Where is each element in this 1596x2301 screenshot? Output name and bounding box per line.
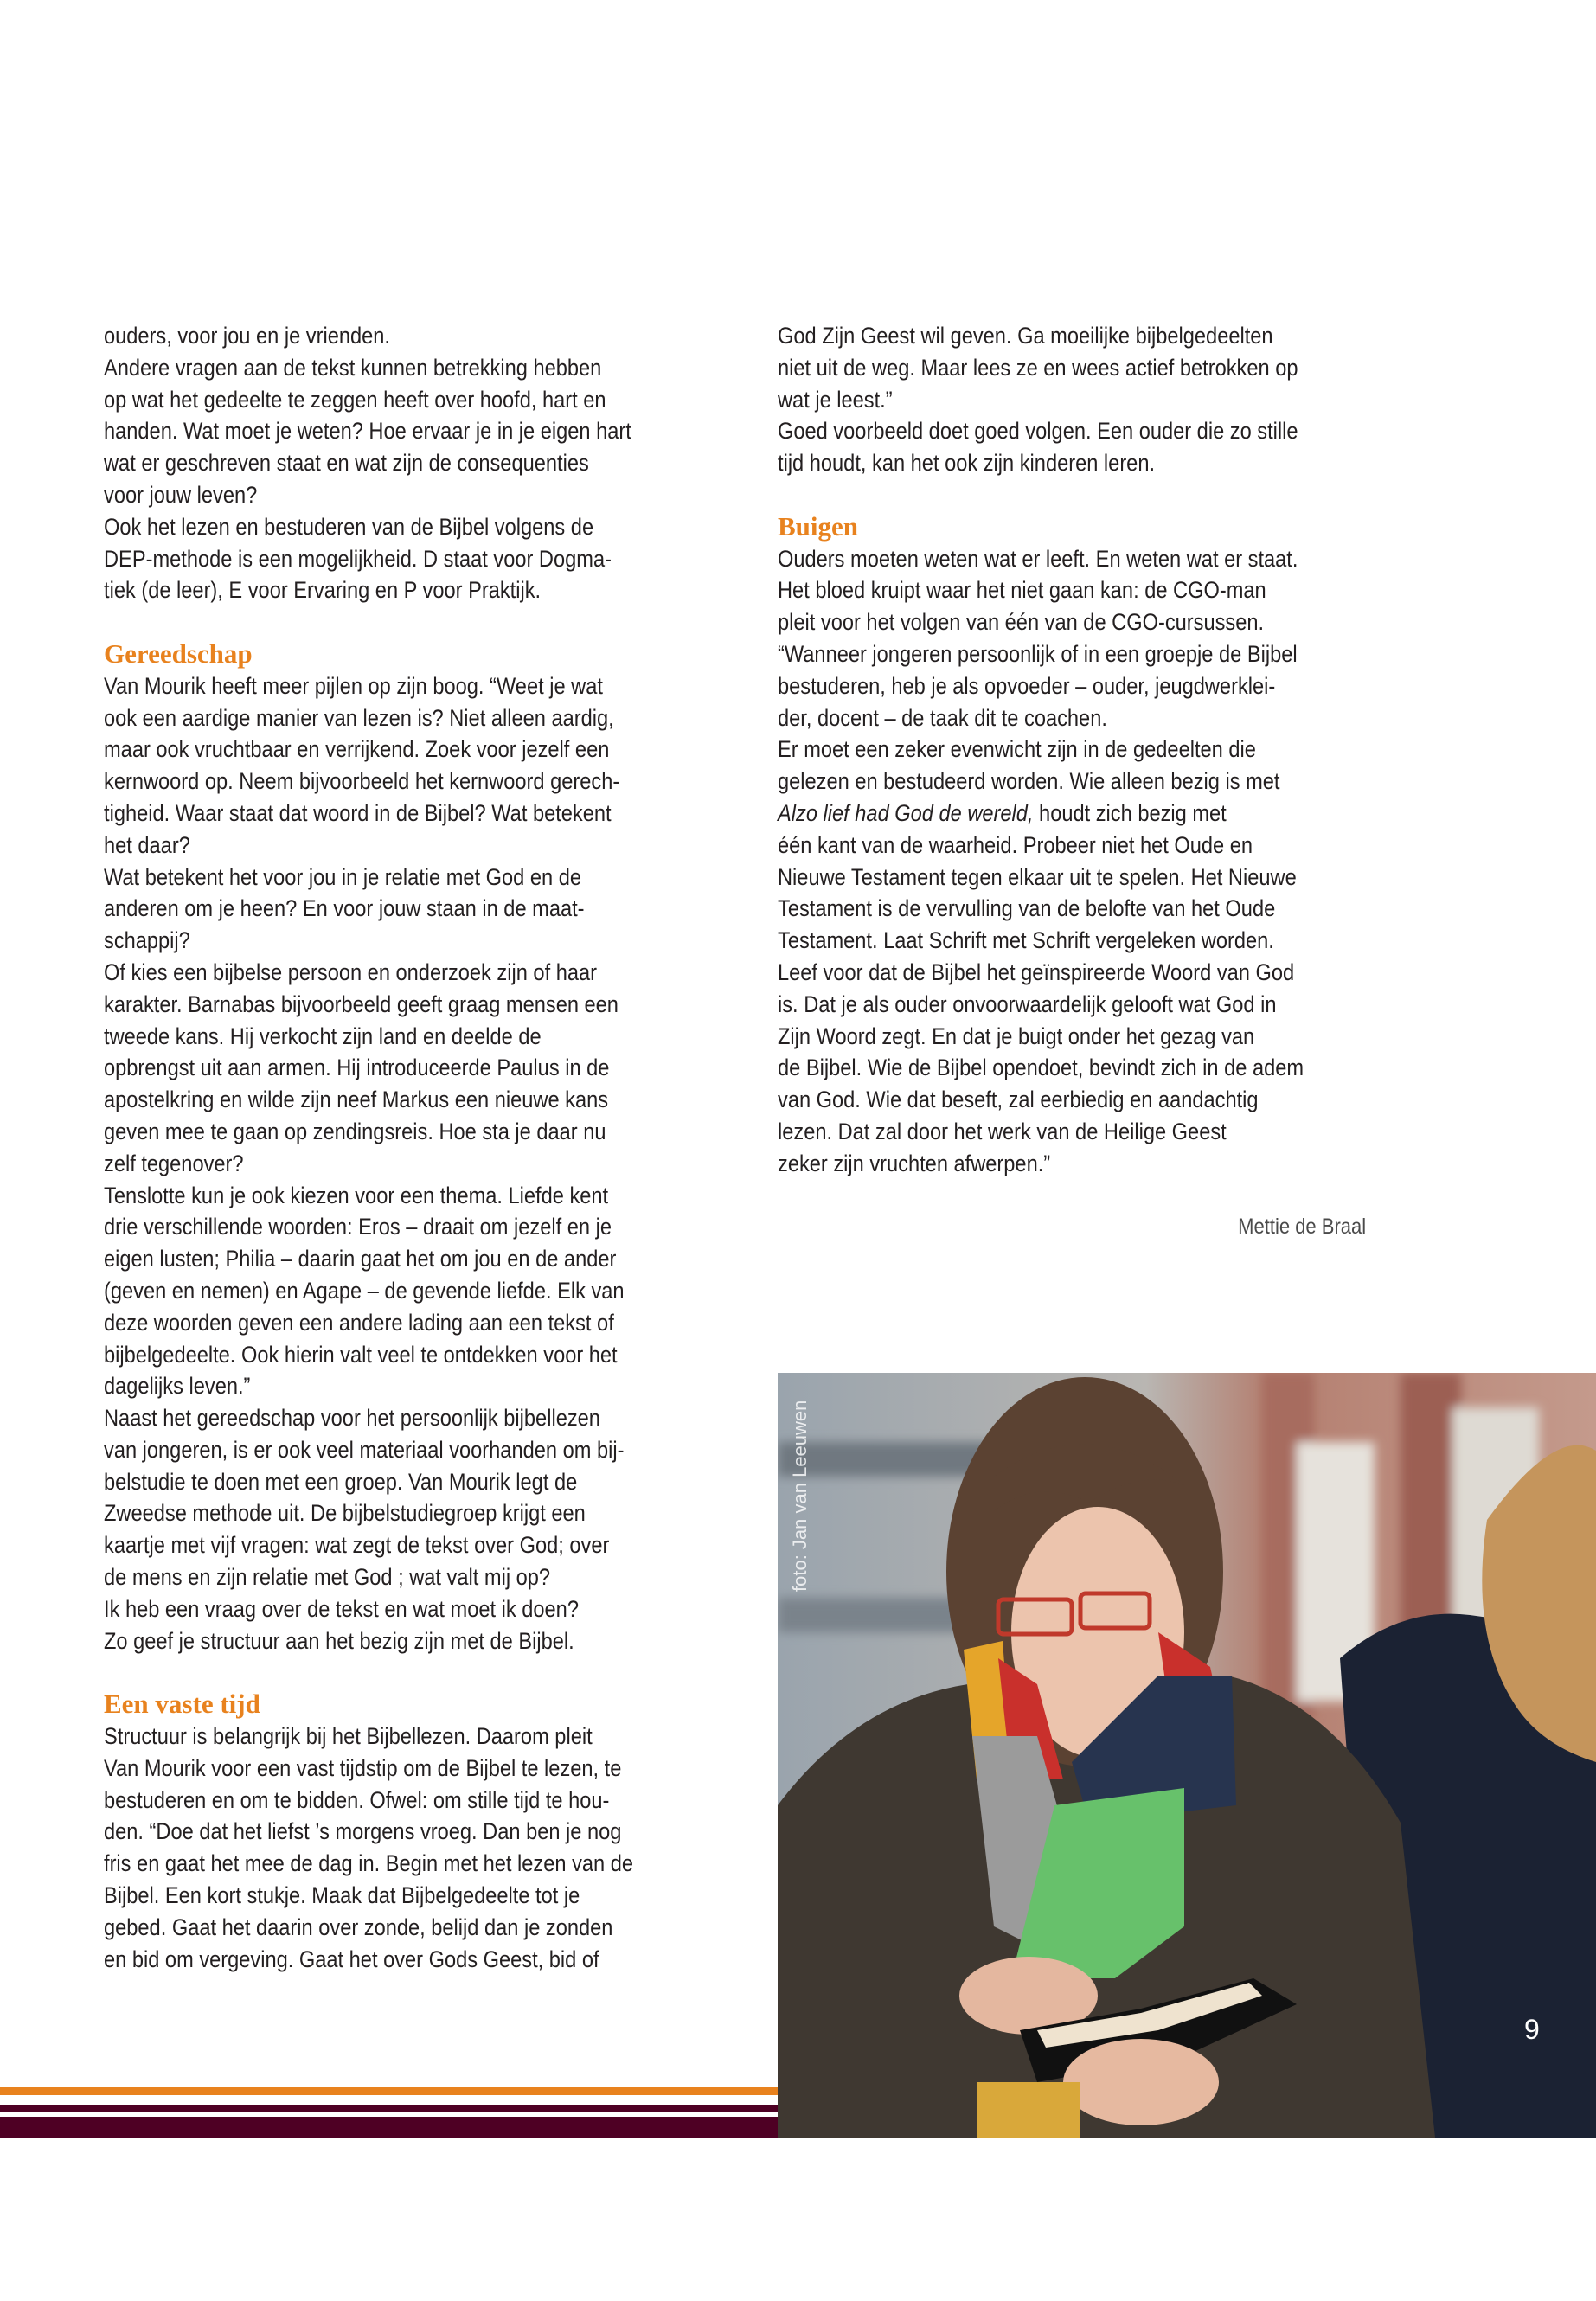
body-text-line: drie verschillende woorden: Eros – draait om jezelf en je	[104, 1214, 612, 1240]
paragraph-spacer	[104, 1657, 709, 1689]
body-text-line: Ik heb een vraag over de tekst en wat moet ik doen?	[104, 1595, 579, 1622]
body-text-fragment: houdt zich bezig met	[1033, 799, 1227, 826]
body-text-line: dagelijks leven.”	[104, 1373, 251, 1400]
body-text-line: Testament. Laat Schrift met Schrift vergeleken worden.	[778, 927, 1274, 954]
body-text-line: Andere vragen aan de tekst kunnen betrekking hebben	[104, 354, 602, 381]
body-text-line: Nieuwe Testament tegen elkaar uit te spelen. Het Nieuwe	[778, 863, 1297, 890]
body-text-line: Testament is de vervulling van de belofte van het Oude	[778, 895, 1276, 922]
body-text-line: lezen. Dat zal door het werk van de Heilige Geest	[778, 1118, 1227, 1144]
paragraph-spacer	[104, 606, 709, 638]
body-text-line: Naast het gereedschap voor het persoonlijk bijbellezen	[104, 1405, 600, 1432]
body-text-line: handen. Wat moet je weten? Hoe ervaar je in je eigen hart	[104, 418, 631, 445]
body-text-line: Ook het lezen en bestuderen van de Bijbel volgens de	[104, 513, 594, 540]
body-text-line: ouders, voor jou en je vrienden.	[104, 323, 390, 349]
body-text-line: tijd houdt, kan het ook zijn kinderen leren.	[778, 450, 1156, 477]
body-text-line: gelezen en bestudeerd worden. Wie alleen bezig is met	[778, 768, 1280, 795]
decorative-stripe-dark-thin	[0, 2105, 778, 2112]
body-text-line: maar ook vruchtbaar en verrijkend. Zoek voor jezelf een	[104, 736, 610, 763]
author-byline: Mettie de Braal	[1238, 1215, 1366, 1239]
body-text-line: ook een aardige manier van lezen is? Niet alleen aardig,	[104, 704, 614, 731]
body-text-line: “Wanneer jongeren persoonlijk of in een groepje de Bijbel	[778, 640, 1298, 667]
body-text-line: karakter. Barnabas bijvoorbeeld geeft graag mensen een	[104, 990, 619, 1017]
body-text-line: zelf tegenover?	[104, 1150, 244, 1176]
body-text-line: één kant van de waarheid. Probeer niet het Oude en	[778, 831, 1253, 858]
body-text-line: Van Mourik heeft meer pijlen op zijn boog. “Weet je wat	[104, 672, 603, 699]
body-text-line: op wat het gedeelte te zeggen heeft over hoofd, hart en	[104, 386, 606, 413]
page-number: 9	[1524, 2014, 1540, 2045]
section-heading: Buigen	[778, 510, 859, 542]
body-text-line: van jongeren, is er ook veel materiaal voorhanden om bij-	[104, 1436, 625, 1463]
body-text-line: en bid om vergeving. Gaat het over Gods Geest, bid of	[104, 1945, 599, 1972]
decorative-stripe-orange	[0, 2087, 778, 2095]
body-text-line: bestuderen en om te bidden. Ofwel: om stille tijd te hou-	[104, 1786, 610, 1813]
body-text-line: het daar?	[104, 831, 190, 858]
body-text-line: is. Dat je als ouder onvoorwaardelijk gelooft wat God in	[778, 990, 1277, 1017]
body-text-line: tweede kans. Hij verkocht zijn land en deelde de	[104, 1022, 542, 1049]
body-text-line: deze woorden geven een andere lading aan een tekst of	[104, 1309, 614, 1336]
body-text-line: eigen lusten; Philia – daarin gaat het om jou en de ander	[104, 1246, 617, 1272]
article-column-right	[778, 320, 1470, 1180]
paragraph-spacer	[778, 479, 1383, 511]
body-text-line: apostelkring en wilde zijn neef Markus een nieuwe kans	[104, 1086, 609, 1113]
body-text-line: kaartje met vijf vragen: wat zegt de tekst over God; over	[104, 1532, 610, 1559]
body-text-line: Of kies een bijbelse persoon en onderzoek zijn of haar	[104, 958, 597, 985]
body-text-line: God Zijn Geest wil geven. Ga moeilijke bijbelgedeelten	[778, 323, 1273, 349]
section-heading: Een vaste tijd	[104, 1689, 260, 1720]
body-text-line: niet uit de weg. Maar lees ze en wees actief betrokken op	[778, 354, 1298, 381]
body-text-line: gebed. Gaat het daarin over zonde, belijd dan je zonden	[104, 1913, 613, 1940]
body-text-line: schappij?	[104, 927, 190, 954]
body-text-line: DEP-methode is een mogelijkheid. D staat voor Dogma-	[104, 545, 612, 572]
article-column-left	[104, 320, 796, 1975]
body-text-line: tiek (de leer), E voor Ervaring en P voor Praktijk.	[104, 577, 542, 604]
body-text-line: kernwoord op. Neem bijvoorbeeld het kernwoord gerech-	[104, 768, 620, 795]
body-text-line: wat je leest.”	[778, 386, 893, 413]
body-text-line: opbrengst uit aan armen. Hij introduceerde Paulus in de	[104, 1054, 610, 1081]
body-text-line: de mens en zijn relatie met God ; wat valt mij op?	[104, 1564, 551, 1591]
body-text-line: belstudie te doen met een groep. Van Mourik legt de	[104, 1468, 578, 1495]
body-text-line: (geven en nemen) en Agape – de gevende liefde. Elk van	[104, 1277, 625, 1304]
section-heading: Gereedschap	[104, 638, 253, 669]
body-text-line: anderen om je heen? En voor jouw staan in de maat-	[104, 895, 585, 922]
body-text-line: van God. Wie dat beseft, zal eerbiedig en aandachtig	[778, 1086, 1259, 1113]
body-text-line	[778, 798, 1383, 830]
body-text-line: Ouders moeten weten wat er leeft. En weten wat er staat.	[778, 545, 1298, 572]
body-text-line: Structuur is belangrijk bij het Bijbellezen. Daarom pleit	[104, 1723, 593, 1750]
body-text-line: Goed voorbeeld doet goed volgen. Een ouder die zo stille	[778, 418, 1298, 445]
body-text-line: der, docent – de taak dit te coachen.	[778, 704, 1107, 731]
body-text-line: Zweedse methode uit. De bijbelstudiegroep krijgt een	[104, 1500, 586, 1527]
body-text-line: Van Mourik voor een vast tijdstip om de Bijbel te lezen, te	[104, 1754, 622, 1781]
body-text-line: Het bloed kruipt waar het niet gaan kan: de CGO-man	[778, 577, 1266, 604]
body-text-line: Leef voor dat de Bijbel het geïnspireerde Woord van God	[778, 958, 1295, 985]
body-text-line: geven mee te gaan op zendingsreis. Hoe sta je daar nu	[104, 1118, 606, 1144]
decorative-stripe-dark-thick	[0, 2117, 778, 2138]
body-text-line: Er moet een zeker evenwicht zijn in de gedeelten die	[778, 736, 1256, 763]
body-text-line: bijbelgedeelte. Ook hierin valt veel te ontdekken voor het	[104, 1341, 618, 1368]
body-text-line: den. “Doe dat het liefst ’s morgens vroeg. Dan ben je nog	[104, 1818, 622, 1845]
body-text-line: tigheid. Waar staat dat woord in de Bijbel? Wat betekent	[104, 799, 612, 826]
body-text-line: pleit voor het volgen van één van de CGO-cursussen.	[778, 609, 1265, 636]
photo-girl-reading-bible	[778, 1373, 1596, 2138]
body-text-line: bestuderen, heb je als opvoeder – ouder, jeugdwerklei-	[778, 672, 1276, 699]
body-text-line: Zo geef je structuur aan het bezig zijn met de Bijbel.	[104, 1627, 574, 1654]
body-text-line: Zijn Woord zegt. En dat je buigt onder het gezag van	[778, 1022, 1255, 1049]
body-text-line: de Bijbel. Wie de Bijbel opendoet, bevindt zich in de adem	[778, 1054, 1304, 1081]
italic-quote: Alzo lief had God de wereld,	[778, 799, 1034, 826]
body-text-line: voor jouw leven?	[104, 481, 258, 508]
body-text-line: Bijbel. Een kort stukje. Maak dat Bijbelgedeelte tot je	[104, 1882, 580, 1909]
body-text-line: Tenslotte kun je ook kiezen voor een thema. Liefde kent	[104, 1182, 609, 1208]
article-photo	[778, 1373, 1596, 2138]
body-text-line: zeker zijn vruchten afwerpen.”	[778, 1150, 1051, 1176]
body-text-line: wat er geschreven staat en wat zijn de consequenties	[104, 450, 589, 477]
body-text-line: Wat betekent het voor jou in je relatie met God en de	[104, 863, 582, 890]
photo-credit: foto: Jan van Leeuwen	[789, 1400, 811, 1592]
body-text-line: fris en gaat het mee de dag in. Begin met het lezen van de	[104, 1850, 634, 1877]
